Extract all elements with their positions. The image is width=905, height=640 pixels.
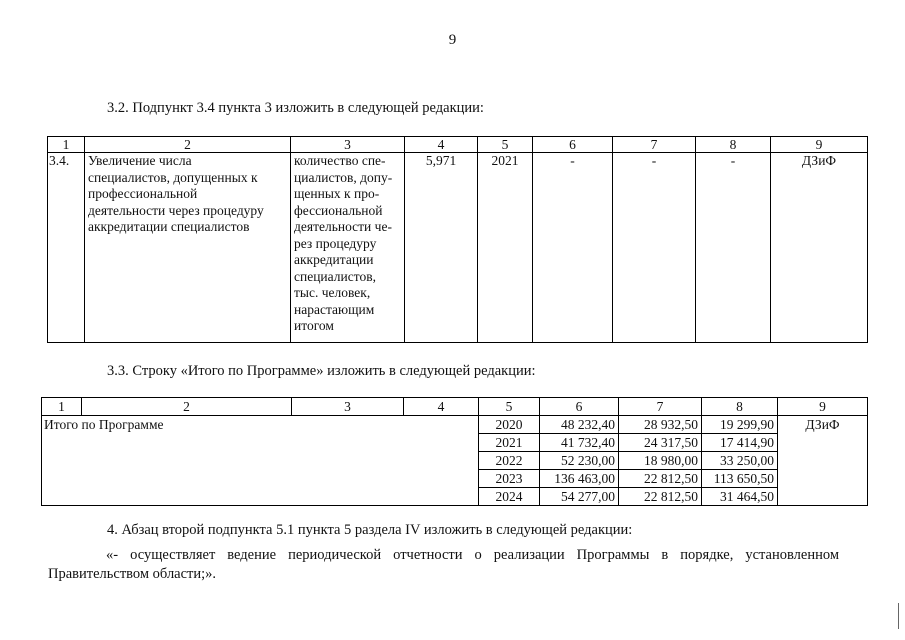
federal-cell: 18 980,00 xyxy=(619,452,702,470)
year-cell: 2022 xyxy=(479,452,540,470)
paragraph-4-quote-line2: Правительством области;». xyxy=(48,566,217,582)
paragraph-4-quote-line1: «- осуществляет ведение периодической отчетности о реализации Программы в порядке, установленном xyxy=(106,547,839,563)
year-cell: 2021 xyxy=(479,434,540,452)
regional-cell: 33 250,00 xyxy=(702,452,778,470)
federal-cell: 22 812,50 xyxy=(619,488,702,506)
header-cell: 9 xyxy=(771,137,868,153)
unit-line: тыс. человек, xyxy=(294,285,371,300)
cell-col8: - xyxy=(696,153,771,343)
executor: ДЗиФ xyxy=(771,153,868,343)
unit-line: циалистов, допу- xyxy=(294,169,393,185)
header-cell: 7 xyxy=(619,398,702,416)
unit-line: щенных к про- xyxy=(294,186,380,201)
indicator-value: 5,971 xyxy=(405,153,478,343)
header-cell: 9 xyxy=(778,398,868,416)
cell-col7: - xyxy=(613,153,696,343)
total-cell: 54 277,00 xyxy=(540,488,619,506)
indicator-name-line: аккредитации специалистов xyxy=(88,219,250,234)
total-cell: 48 232,40 xyxy=(540,416,619,434)
year-cell: 2023 xyxy=(479,470,540,488)
total-table xyxy=(41,397,868,506)
paragraph-4: 4. Абзац второй подпункта 5.1 пункта 5 раздела IV изложить в следующей редакции: xyxy=(107,522,633,538)
header-cell: 2 xyxy=(85,137,291,153)
table-header-row xyxy=(48,137,868,153)
page-number: 9 xyxy=(448,32,457,48)
header-cell: 4 xyxy=(405,137,478,153)
unit-line: фессиональной xyxy=(294,202,383,218)
indicator-year: 2021 xyxy=(478,153,533,343)
federal-cell: 28 932,50 xyxy=(619,416,702,434)
unit-line: рез процедуру xyxy=(294,235,377,251)
year-cell: 2020 xyxy=(479,416,540,434)
table-row xyxy=(42,416,868,434)
indicator-table xyxy=(47,136,868,343)
header-cell: 5 xyxy=(478,137,533,153)
header-cell: 6 xyxy=(533,137,613,153)
row-number: 3.4. xyxy=(48,153,85,343)
table-header-row xyxy=(42,398,868,416)
regional-cell: 19 299,90 xyxy=(702,416,778,434)
unit-line: количество спе- xyxy=(294,153,386,168)
header-cell: 1 xyxy=(48,137,85,153)
header-cell: 3 xyxy=(292,398,404,416)
unit-line: нарастающим xyxy=(294,301,375,317)
year-cell: 2024 xyxy=(479,488,540,506)
executor: ДЗиФ xyxy=(778,416,868,506)
indicator-name-line: Увеличение числа xyxy=(88,153,192,168)
scan-edge-mark xyxy=(898,603,899,629)
indicator-name-line: профессиональной xyxy=(88,186,198,201)
federal-cell: 22 812,50 xyxy=(619,470,702,488)
header-cell: 5 xyxy=(479,398,540,416)
unit-line: специалистов, xyxy=(294,268,376,284)
cell-col6: - xyxy=(533,153,613,343)
header-cell: 2 xyxy=(82,398,292,416)
total-label: Итого по Программе xyxy=(42,416,479,506)
regional-cell: 31 464,50 xyxy=(702,488,778,506)
indicator-name xyxy=(85,153,291,343)
unit-line: итогом xyxy=(294,318,334,333)
indicator-name-line: деятельности через процедуру xyxy=(88,202,264,218)
regional-cell: 17 414,90 xyxy=(702,434,778,452)
header-cell: 8 xyxy=(696,137,771,153)
header-cell: 4 xyxy=(404,398,479,416)
paragraph-3-2: 3.2. Подпункт 3.4 пункта 3 изложить в следующей редакции: xyxy=(107,100,484,116)
header-cell: 8 xyxy=(702,398,778,416)
total-cell: 52 230,00 xyxy=(540,452,619,470)
regional-cell: 113 650,50 xyxy=(702,470,778,488)
total-cell: 41 732,40 xyxy=(540,434,619,452)
unit-of-measure xyxy=(291,153,405,343)
header-cell: 6 xyxy=(540,398,619,416)
table-row xyxy=(48,153,868,343)
unit-line: аккредитации xyxy=(294,252,374,267)
total-cell: 136 463,00 xyxy=(540,470,619,488)
paragraph-3-3: 3.3. Строку «Итого по Программе» изложить в следующей редакции: xyxy=(107,363,536,379)
header-cell: 7 xyxy=(613,137,696,153)
federal-cell: 24 317,50 xyxy=(619,434,702,452)
unit-line: деятельности че- xyxy=(294,219,392,234)
header-cell: 3 xyxy=(291,137,405,153)
header-cell: 1 xyxy=(42,398,82,416)
indicator-name-line: специалистов, допущенных к xyxy=(88,169,258,185)
